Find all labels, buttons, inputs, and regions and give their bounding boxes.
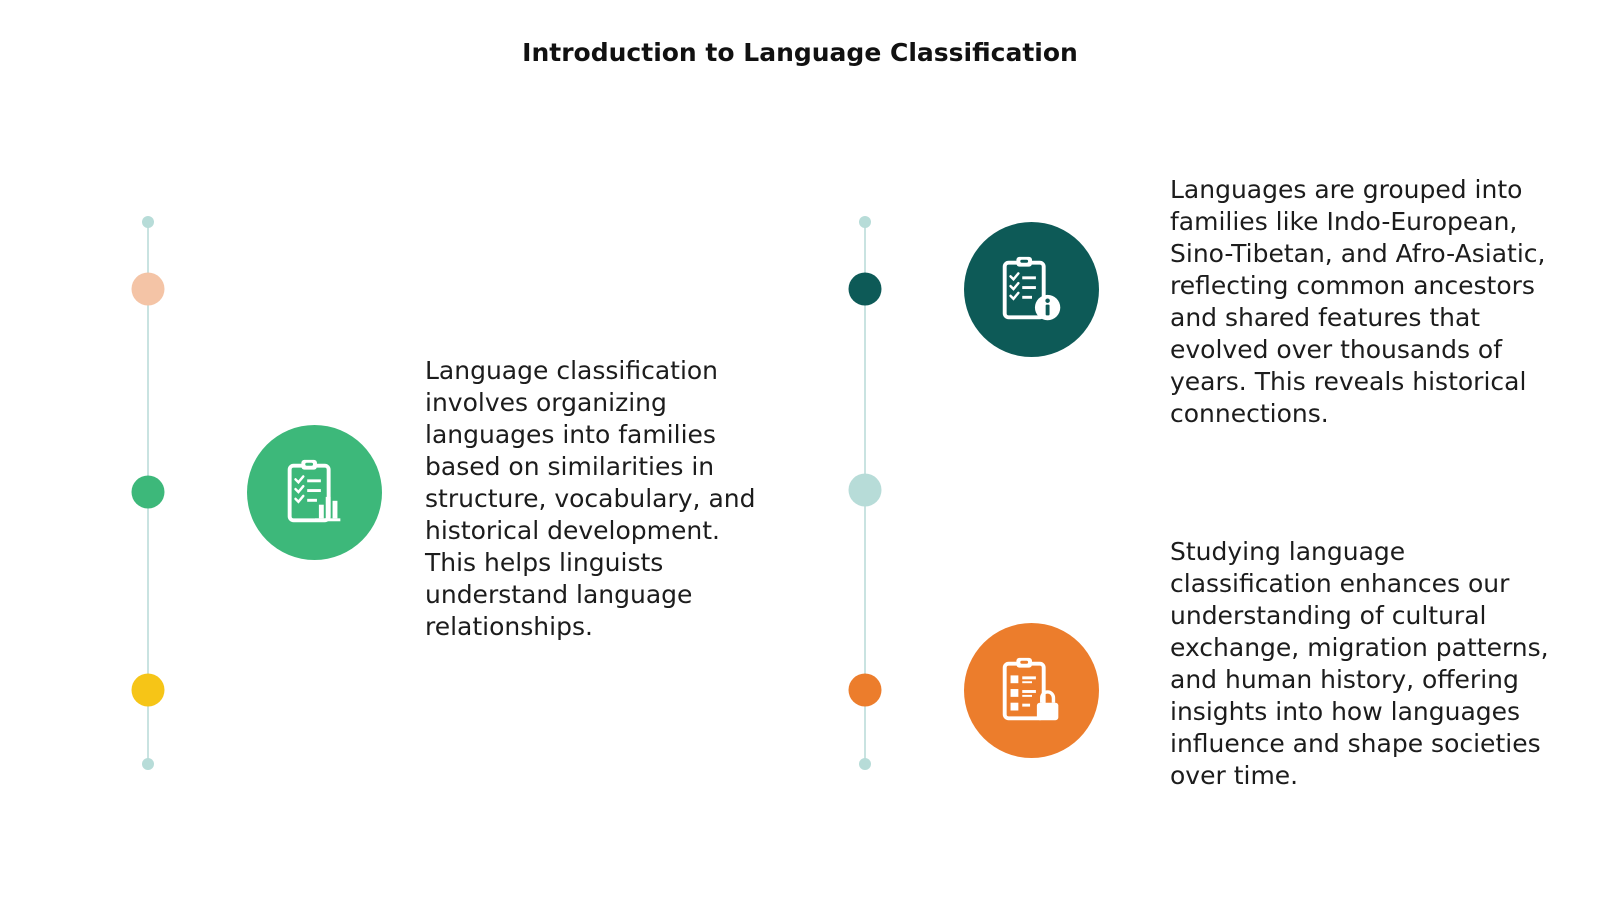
left-timeline-yellow-dot (132, 674, 165, 707)
item-text-classification: Language classification involves organizing languages into families based on similarities in structure, vocabulary, and historical development. This helps linguists understand language relationships. (425, 356, 756, 641)
item-text-families: Languages are grouped into families like Indo-European, Sino-Tibetan, and Afro-Asiatic, reflecting common ancestors and shared features that evolved over thousands of years. This reveals historical connections. (1170, 175, 1546, 428)
clipboard-info-badge (964, 222, 1099, 357)
left-timeline-top-cap (142, 216, 154, 228)
clipboard-chart-icon (276, 454, 354, 532)
right-timeline-bottom-cap (859, 758, 871, 770)
clipboard-lock-badge (964, 623, 1099, 758)
right-timeline-top-cap (859, 216, 871, 228)
left-timeline-green-dot (132, 476, 165, 509)
clipboard-info-icon (993, 251, 1071, 329)
right-timeline-orange-dot (849, 674, 882, 707)
page-title: Introduction to Language Classification (522, 38, 1078, 67)
clipboard-chart-badge (247, 425, 382, 560)
left-timeline-bottom-cap (142, 758, 154, 770)
item-text-studying: Studying language classification enhances our understanding of cultural exchange, migration patterns, and human history, offering insights into how languages influence and shape societies over time. (1170, 537, 1549, 790)
right-timeline-teal-dot (849, 273, 882, 306)
right-timeline-light-teal-dot (849, 474, 882, 507)
left-timeline-peach-dot (132, 273, 165, 306)
clipboard-lock-icon (993, 652, 1071, 730)
